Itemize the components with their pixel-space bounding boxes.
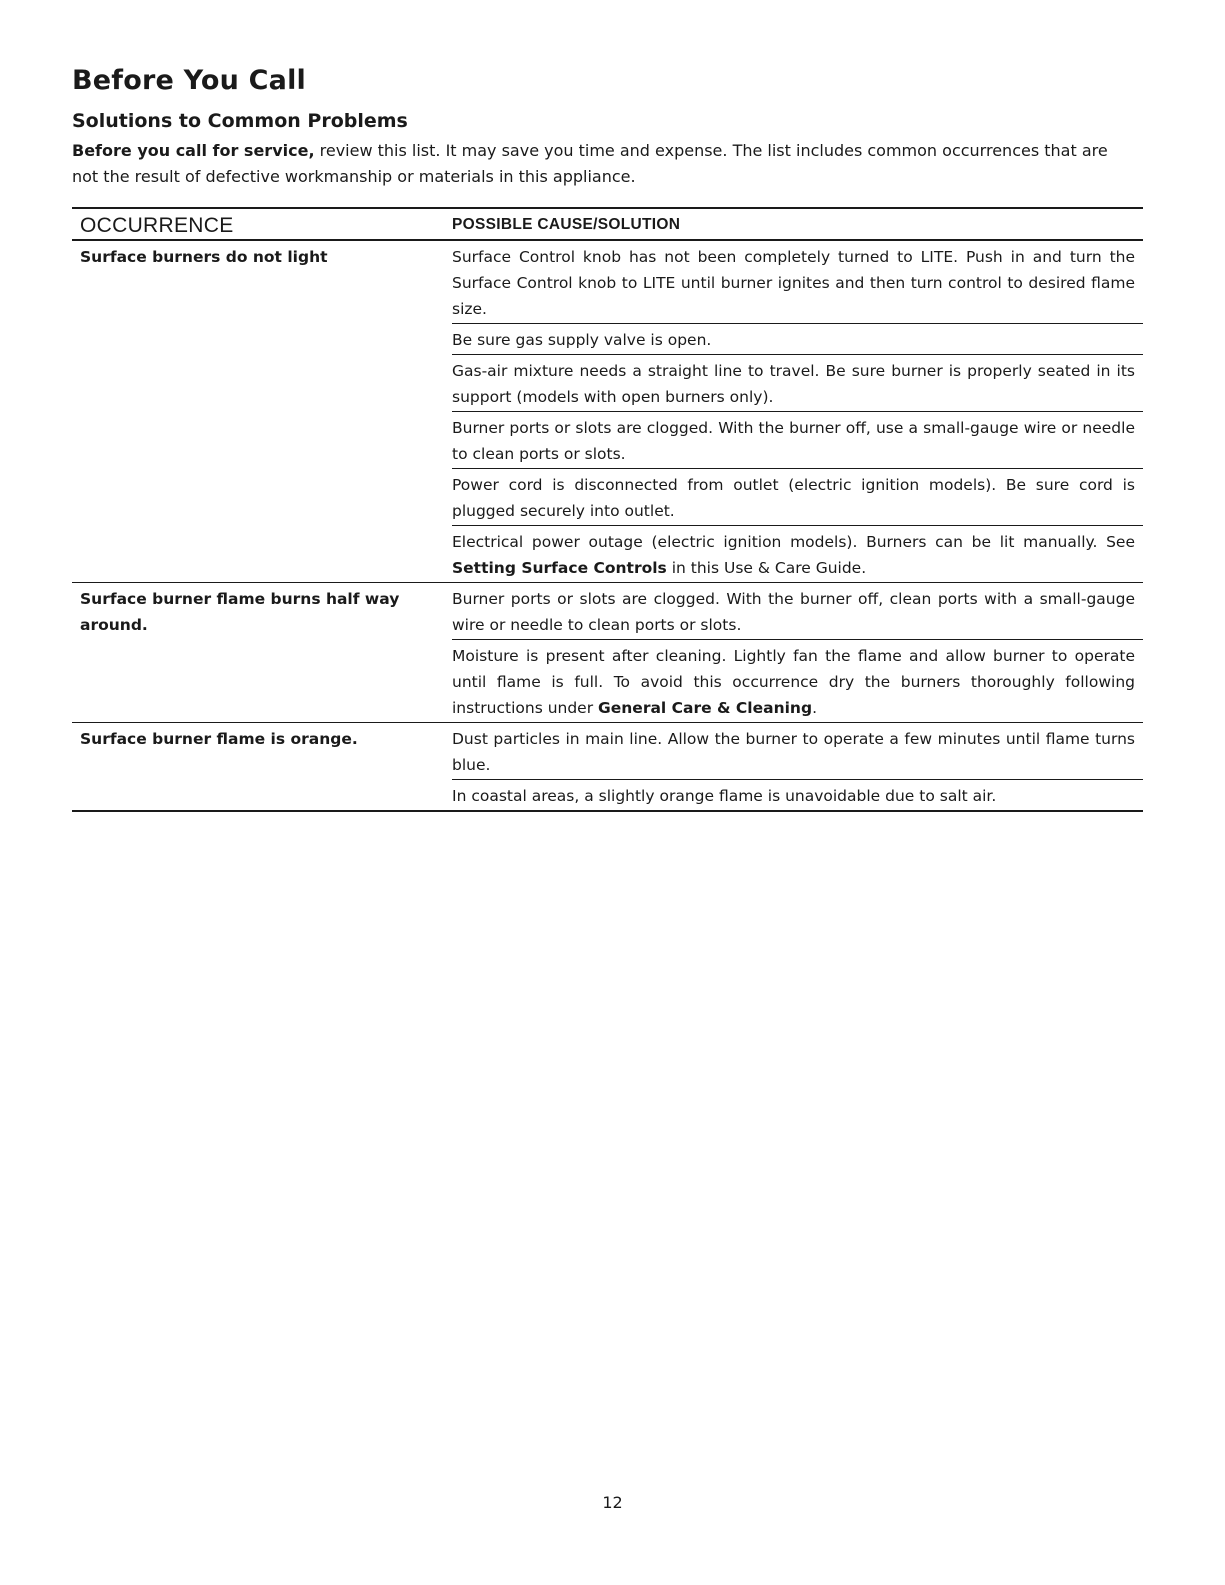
intro-bold-lead: Before you call for service, [72,141,315,160]
solution-item: Surface Control knob has not been completely turned to LITE. Push in and turn the Surface Control knob to LITE until burner ignites and then turn control to desired flame size. [452,248,1135,318]
solution-cell [452,583,1143,722]
solution-item: Burner ports or slots are clogged. With the burner off, clean ports with a small-gauge wire or needle to clean ports or slots. [452,590,1135,634]
solution-item: Gas-air mixture needs a straight line to travel. Be sure burner is properly seated in its support (models with open burners only). [452,354,1143,411]
troubleshooting-table [72,207,1143,812]
occurrence-text: Surface burner flame burns half way around. [80,590,400,634]
solution-text: Electrical power outage (electric ignition models). Burners can be lit manually. See [452,533,1135,551]
solution-text: . [812,699,818,717]
solution-reference: General Care & Cleaning [598,699,813,717]
solution-text: Moisture is present after cleaning. Lightly fan the flame and allow burner to operate until flame is full. To avoid this occurrence dry the burners thoroughly following instructions under [452,647,1135,717]
page-number: 12 [602,1493,623,1512]
solution-item: Power cord is disconnected from outlet (electric ignition models). Be sure cord is plugged securely into outlet. [452,468,1143,525]
intro-paragraph [72,138,1132,190]
table-row [72,582,1143,722]
occurrence-cell [72,583,452,722]
table-header [72,209,1143,241]
solution-item: Burner ports or slots are clogged. With the burner off, use a small-gauge wire or needle to clean ports or slots. [452,411,1143,468]
page-title: Before You Call [72,65,307,96]
occurrence-text: Surface burners do not light [80,248,328,266]
document-page [72,62,1143,812]
intro-text: review this list. It may save you time and expense. The list includes common occurrences that are not the result of defective workmanship or materials in this appliance. [72,141,1108,186]
solution-item: In coastal areas, a slightly orange flame is unavoidable due to salt air. [452,779,1143,810]
solution-item: Dust particles in main line. Allow the burner to operate a few minutes until flame turns blue. [452,730,1135,774]
solution-text: in this Use & Care Guide. [666,559,867,577]
solution-cell [452,241,1143,582]
column-header-solution: POSSIBLE CAUSE/SOLUTION [452,216,681,233]
solution-cell [452,723,1143,810]
section-subtitle: Solutions to Common Problems [72,110,408,132]
occurrence-text: Surface burner flame is orange. [80,730,358,748]
solution-item [452,639,1143,722]
column-header-occurrence: OCCURRENCE [80,214,234,237]
table-row [72,722,1143,810]
solution-item: Be sure gas supply valve is open. [452,323,1143,354]
solution-reference: Setting Surface Controls [452,559,667,577]
occurrence-cell [72,723,452,810]
solution-item [452,525,1143,582]
table-row [72,241,1143,582]
occurrence-cell [72,241,452,582]
